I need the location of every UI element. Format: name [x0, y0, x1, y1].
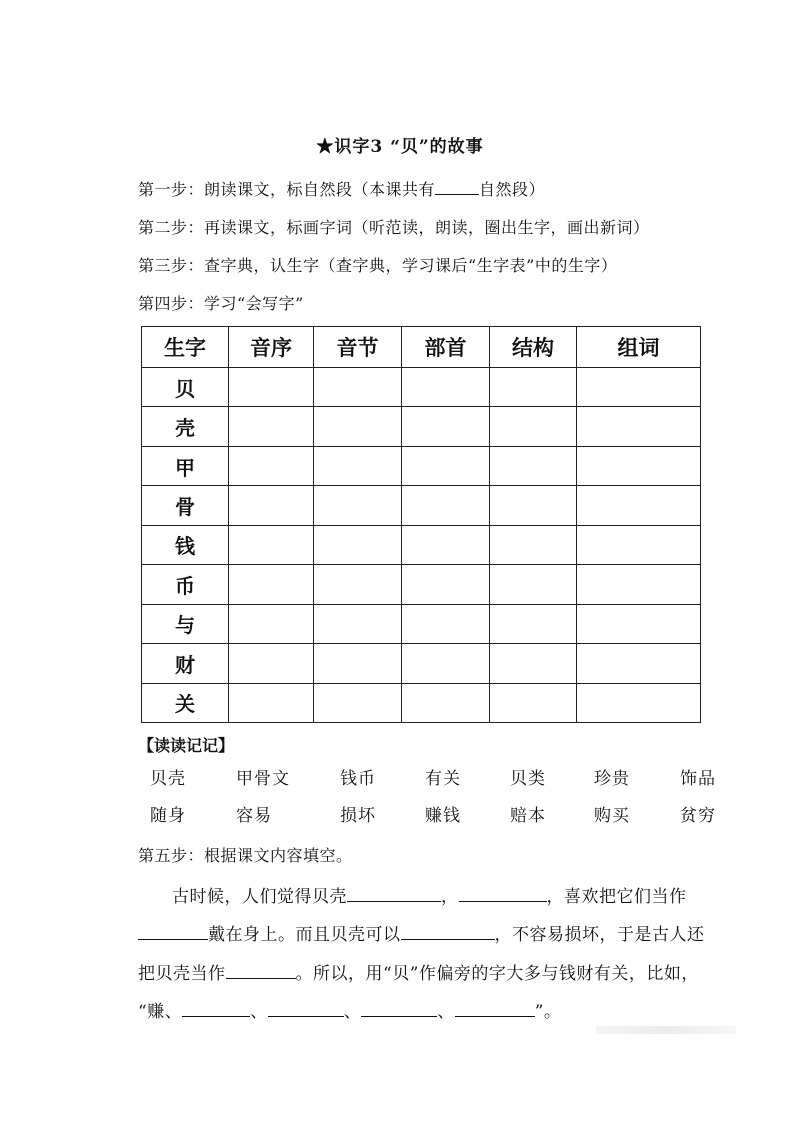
fill-blank[interactable]: [226, 964, 296, 979]
page-title: ★识字3 “贝”的故事: [316, 137, 484, 157]
step-5: 第五步：根据课文内容填空。: [138, 846, 353, 865]
character-cell: 骨: [142, 486, 229, 525]
step-3: 第三步：查字典，认生字（查字典，学习课后“生字表”中的生字）: [138, 256, 618, 275]
table-row: [142, 446, 701, 485]
blank-cell[interactable]: [577, 368, 701, 407]
passage-line-3: [138, 959, 699, 984]
passage-text: ，喜欢把它们当作: [546, 887, 687, 907]
blank-cell[interactable]: [577, 407, 701, 446]
memo-word: 饰品: [680, 769, 716, 789]
blank-cell[interactable]: [314, 565, 402, 604]
header-radical: 部首: [402, 327, 490, 368]
blank-cell[interactable]: [229, 368, 314, 407]
blank-cell[interactable]: [314, 486, 402, 525]
blank-cell[interactable]: [577, 565, 701, 604]
character-cell: 币: [142, 565, 229, 604]
header-words: 组词: [577, 327, 701, 368]
character-cell: 与: [142, 604, 229, 643]
blank-cell[interactable]: [490, 604, 577, 643]
table-row: [142, 683, 701, 723]
memo-word: 珍贵: [594, 769, 630, 789]
blank-cell[interactable]: [490, 486, 577, 525]
blank-cell[interactable]: [577, 486, 701, 525]
passage-text: ”。: [534, 1002, 562, 1022]
blank-cell[interactable]: [402, 525, 490, 564]
memo-word: 赚钱: [425, 806, 461, 826]
character-cell: 财: [142, 644, 229, 683]
passage-text: “赚、: [138, 1002, 183, 1022]
blank-cell[interactable]: [402, 644, 490, 683]
memo-word: 赔本: [510, 806, 546, 826]
fill-blank[interactable]: [347, 887, 441, 902]
blank-cell[interactable]: [402, 683, 490, 723]
table-header-row: [142, 327, 701, 368]
passage-line-2: [138, 920, 705, 945]
passage-line-4: [138, 997, 561, 1022]
passage-text: 古时候，人们觉得贝壳: [172, 887, 347, 907]
blank-cell[interactable]: [402, 407, 490, 446]
table-row: [142, 565, 701, 604]
table-row: [142, 644, 701, 683]
table-row: [142, 368, 701, 407]
fill-blank[interactable]: [401, 925, 495, 940]
blank-cell[interactable]: [314, 368, 402, 407]
memo-word: 损坏: [340, 806, 376, 826]
step-1: [138, 177, 545, 200]
table-row: [142, 486, 701, 525]
blank-cell[interactable]: [490, 644, 577, 683]
character-cell: 壳: [142, 407, 229, 446]
step-4: 第四步：学习“会写字”: [138, 294, 304, 313]
fill-blank[interactable]: [182, 1002, 250, 1017]
header-initial: 音序: [229, 327, 314, 368]
fill-blank[interactable]: [459, 887, 547, 902]
paragraph-count-blank[interactable]: [435, 180, 479, 195]
blank-cell[interactable]: [577, 683, 701, 723]
memo-word: 贝壳: [150, 769, 186, 789]
fill-blank[interactable]: [268, 1002, 344, 1017]
blank-cell[interactable]: [577, 525, 701, 564]
blank-cell[interactable]: [314, 446, 402, 485]
memo-title: 【读读记记】: [138, 736, 235, 755]
blank-cell[interactable]: [229, 604, 314, 643]
memo-word: 购买: [594, 806, 630, 826]
step-2: 第二步：再读课文，标画字词（听范读，朗读，圈出生字，画出新词）: [138, 218, 650, 237]
header-character: 生字: [142, 327, 229, 368]
table-row: [142, 407, 701, 446]
character-cell: 贝: [142, 368, 229, 407]
blank-cell[interactable]: [490, 565, 577, 604]
memo-word: 有关: [425, 769, 461, 789]
passage-text: 把贝壳当作: [138, 964, 226, 984]
blank-cell[interactable]: [314, 407, 402, 446]
blank-cell[interactable]: [402, 486, 490, 525]
blank-cell[interactable]: [577, 604, 701, 643]
character-table: [141, 326, 701, 723]
passage-text: 。所以，用“贝”作偏旁的字大多与钱财有关，比如，: [295, 964, 699, 984]
memo-word: 甲骨文: [236, 769, 290, 789]
passage-text: 戴在身上。而且贝壳可以: [208, 925, 401, 945]
table-row: [142, 604, 701, 643]
table-row: [142, 525, 701, 564]
blank-cell[interactable]: [314, 604, 402, 643]
memo-word: 随身: [150, 806, 186, 826]
memo-word: 容易: [236, 806, 272, 826]
passage-text: 、: [250, 1002, 268, 1022]
blank-cell[interactable]: [577, 446, 701, 485]
header-syllable: 音节: [314, 327, 402, 368]
blank-cell[interactable]: [314, 683, 402, 723]
blank-cell[interactable]: [490, 368, 577, 407]
fill-blank[interactable]: [361, 1002, 437, 1017]
blank-cell[interactable]: [314, 644, 402, 683]
memo-word: 贝类: [510, 769, 546, 789]
blank-cell[interactable]: [229, 565, 314, 604]
header-structure: 结构: [490, 327, 577, 368]
blank-cell[interactable]: [229, 683, 314, 723]
passage-text: ，: [441, 887, 459, 907]
blank-cell[interactable]: [490, 407, 577, 446]
fill-blank[interactable]: [138, 925, 208, 940]
blank-cell[interactable]: [402, 368, 490, 407]
passage-line-1: [172, 882, 687, 907]
memo-word: 贫穷: [680, 806, 716, 826]
blank-cell[interactable]: [490, 446, 577, 485]
blank-cell[interactable]: [229, 525, 314, 564]
blank-cell[interactable]: [229, 644, 314, 683]
fill-blank[interactable]: [455, 1002, 535, 1017]
character-cell: 甲: [142, 446, 229, 485]
blank-cell[interactable]: [402, 604, 490, 643]
blank-cell[interactable]: [490, 525, 577, 564]
passage-text: ，不容易损坏，于是古人还: [494, 925, 705, 945]
blank-cell[interactable]: [402, 446, 490, 485]
blank-cell[interactable]: [229, 486, 314, 525]
blank-cell[interactable]: [577, 644, 701, 683]
passage-text: 、: [437, 1002, 455, 1022]
blank-cell[interactable]: [229, 407, 314, 446]
blank-cell[interactable]: [490, 683, 577, 723]
character-cell: 钱: [142, 525, 229, 564]
blank-cell[interactable]: [314, 525, 402, 564]
character-cell: 关: [142, 683, 229, 723]
scan-smudge: [596, 1026, 736, 1034]
passage-text: 、: [343, 1002, 362, 1022]
memo-word: 钱币: [340, 769, 376, 789]
step-1-text: 第一步：朗读课文，标自然段（本课共有: [138, 180, 436, 199]
step-1-suffix: 自然段）: [479, 180, 546, 199]
blank-cell[interactable]: [402, 565, 490, 604]
blank-cell[interactable]: [229, 446, 314, 485]
